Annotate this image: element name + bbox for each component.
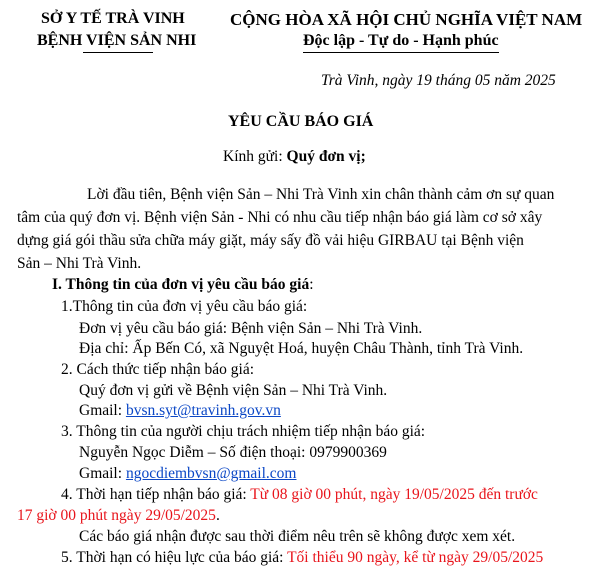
intro-line-4: Sản – Nhi Trà Vinh. <box>17 255 142 272</box>
item4-line-2 <box>17 507 220 525</box>
item1-title: 1.Thông tin của đơn vị yêu cầu báo giá: <box>61 298 308 315</box>
item5-label: 5. Thời hạn có hiệu lực của báo giá: <box>61 549 288 566</box>
agency-name: SỞ Y TẾ TRÀ VINH <box>41 10 185 27</box>
item5-line <box>61 549 543 567</box>
document-title: YÊU CẦU BÁO GIÁ <box>228 113 374 130</box>
item5-value: Tối thiểu 90 ngày, kể từ ngày 29/05/2025 <box>287 549 544 566</box>
greeting-recipient: Quý đơn vị; <box>286 148 366 165</box>
item2-gmail-link[interactable]: bvsn.syt@travinh.gov.vn <box>125 402 281 419</box>
date-line: Trà Vinh, ngày 19 tháng 05 năm 2025 <box>321 72 556 89</box>
item3-gmail-label: Gmail: <box>79 465 126 482</box>
item1-unit: Đơn vị yêu cầu báo giá: Bệnh viện Sản – Nhi Trà Vinh. <box>79 320 423 337</box>
motto-underline <box>303 52 499 53</box>
item2-gmail <box>79 402 281 420</box>
intro-line-3: dựng giá gói thầu sửa chữa máy giặt, máy sấy đồ vải hiệu GIRBAU tại Bệnh viện <box>17 232 524 249</box>
intro-line-1: Lời đầu tiên, Bệnh viện Sản – Nhi Trà Vinh xin chân thành cảm ơn sự quan <box>87 186 555 203</box>
item3-gmail-link[interactable]: ngocdiembvsn@gmail.com <box>125 465 297 482</box>
item4-note: Các báo giá nhận được sau thời điểm nêu trên sẽ không được xem xét. <box>79 528 516 545</box>
item3-person: Nguyễn Ngọc Diễm – Số điện thoại: 0979900369 <box>79 444 387 461</box>
national-motto: Độc lập - Tự do - Hạnh phúc <box>303 32 499 49</box>
greeting-prefix: Kính gửi: <box>223 148 287 165</box>
item4-value-line1: Từ 08 giờ 00 phút, ngày 19/05/2025 đến trước <box>250 486 538 503</box>
item4-period: . <box>215 507 220 524</box>
section-heading <box>52 276 314 294</box>
item4-line-1 <box>61 486 538 504</box>
item3-title: 3. Thông tin của người chịu trách nhiệm tiếp nhận báo giá: <box>61 423 426 440</box>
hospital-underline <box>83 52 153 53</box>
section-heading-text: I. Thông tin của đơn vị yêu cầu báo giá <box>52 276 310 293</box>
item2-text: Quý đơn vị gửi về Bệnh viện Sản – Nhi Trà Vinh. <box>79 382 388 399</box>
intro-line-2: tâm của quý đơn vị. Bệnh viện Sản - Nhi có nhu cầu tiếp nhận báo giá làm cơ sở xây <box>17 209 543 226</box>
item1-address: Địa chỉ: Ấp Bến Có, xã Nguyệt Hoá, huyện Châu Thành, tỉnh Trà Vinh. <box>79 340 524 357</box>
national-title: CỘNG HÒA XÃ HỘI CHỦ NGHĨA VIỆT NAM <box>230 10 583 29</box>
section-heading-colon: : <box>309 276 314 293</box>
item2-gmail-label: Gmail: <box>79 402 126 419</box>
item3-gmail <box>79 465 296 483</box>
item4-label: 4. Thời hạn tiếp nhận báo giá: <box>61 486 251 503</box>
item4-value-line2: 17 giờ 00 phút ngày 29/05/2025 <box>17 507 216 524</box>
hospital-name: BỆNH VIỆN SẢN NHI <box>37 32 197 49</box>
item2-title: 2. Cách thức tiếp nhận báo giá: <box>61 361 255 378</box>
greeting <box>223 148 366 166</box>
